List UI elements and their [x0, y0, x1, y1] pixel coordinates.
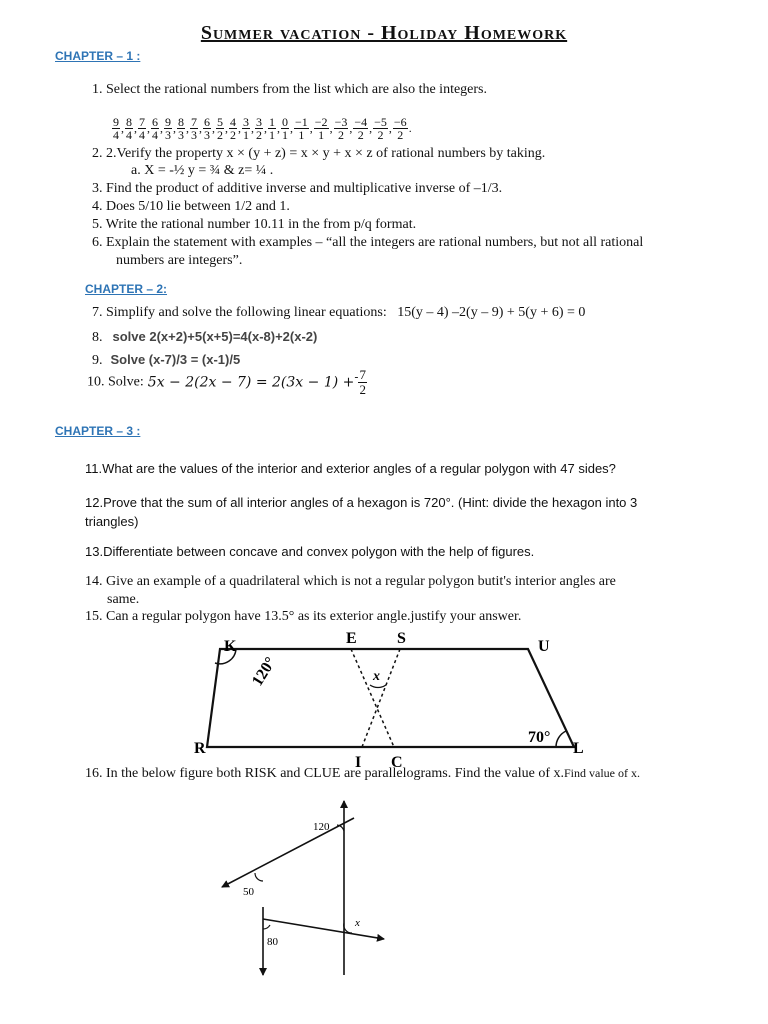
fraction-denominator: 4 — [113, 128, 119, 142]
fraction-denominator: 1 — [298, 128, 305, 142]
fraction-numerator: −4 — [354, 115, 368, 129]
fraction-denominator: 3 — [165, 128, 171, 142]
fraction-numerator: −6 — [393, 115, 407, 129]
question-13: 13.Differentiate between concave and convex polygon with the help of figures. — [85, 544, 535, 559]
label-e: E — [346, 630, 357, 647]
fraction-denominator: 2 — [377, 128, 384, 142]
fraction-separator: , — [212, 121, 215, 135]
fraction-denominator: 4 — [152, 128, 158, 142]
fraction-denominator: 1 — [282, 128, 288, 142]
question-2a: a. X = -½ y = ¾ & z= ¼ . — [131, 163, 274, 178]
fraction — [112, 116, 120, 141]
question-10-fraction — [358, 368, 367, 397]
question-7-equation: 15(y – 4) –2(y – 9) + 5(y + 6) = 0 — [397, 305, 586, 320]
angle-arc-80 — [263, 925, 270, 929]
fraction-numerator: 7 — [139, 115, 145, 129]
fraction — [334, 116, 349, 141]
fraction-denominator: 3 — [204, 128, 210, 142]
fraction-numerator: −3 — [334, 115, 348, 129]
fraction-numerator: −5 — [374, 115, 387, 129]
fraction-separator: . — [408, 121, 412, 135]
question-14-line2: same. — [107, 592, 140, 607]
fraction-separator: , — [349, 121, 353, 135]
fraction — [151, 116, 159, 141]
fraction — [190, 116, 198, 141]
fraction-denominator: 1 — [318, 128, 325, 142]
fraction-separator: , — [238, 121, 241, 135]
label-s: S — [397, 630, 406, 647]
fraction — [255, 116, 263, 141]
fraction-numerator: 0 — [282, 115, 288, 129]
fraction — [373, 116, 388, 141]
question-9-number: 9. — [92, 353, 103, 368]
question-8-number: 8. — [92, 330, 103, 345]
label-i: I — [355, 754, 362, 770]
label-u: U — [538, 638, 550, 655]
question-10 — [87, 368, 367, 397]
fraction-denominator: 3 — [191, 128, 197, 142]
question-12-line2: triangles) — [85, 514, 139, 529]
fraction-separator: , — [329, 121, 333, 135]
label-c: C — [391, 754, 403, 770]
fraction — [242, 116, 250, 141]
fraction-denominator: 1 — [269, 128, 275, 142]
fraction-separator: , — [225, 121, 228, 135]
fraction-numerator: −1 — [295, 115, 308, 129]
fraction-separator: , — [147, 121, 150, 135]
fraction — [294, 116, 309, 141]
question-16-text: 16. In the below figure both RISK and CLUE are parallelograms. Find the value of x. — [85, 766, 564, 781]
angle-arc-x2 — [344, 923, 352, 933]
label-x: x — [373, 669, 380, 684]
dashed-line-si — [362, 649, 400, 747]
question-9 — [92, 351, 240, 369]
question-16 — [85, 766, 640, 782]
question-10-fraction-numerator: 7 — [359, 367, 366, 382]
fraction — [393, 116, 408, 141]
fraction — [229, 116, 237, 141]
fraction-denominator: 3 — [178, 128, 184, 142]
fraction-separator: , — [121, 121, 124, 135]
fraction-separator: , — [160, 121, 163, 135]
question-15: 15. Can a regular polygon have 13.5° as its exterior angle.justify your answer. — [85, 609, 522, 624]
angle-arc-50 — [255, 873, 263, 881]
figure-1-trapezium — [180, 625, 600, 770]
fraction — [268, 116, 276, 141]
fraction-list — [112, 116, 413, 141]
fraction-separator: , — [251, 121, 254, 135]
question-1: 1. Select the rational numbers from the list which are also the integers. — [92, 82, 487, 97]
question-3: 3. Find the product of additive inverse and multiplicative inverse of –1/3. — [92, 181, 503, 196]
fraction-separator: , — [369, 121, 373, 135]
fraction-denominator: 2 — [230, 128, 236, 142]
fraction-separator: , — [388, 121, 392, 135]
fraction-numerator: −2 — [314, 115, 328, 129]
question-8 — [92, 328, 317, 346]
upper-transversal — [222, 818, 354, 887]
question-5: 5. Write the rational number 10.11 in the from p/q format. — [92, 217, 417, 232]
question-12-line1: 12.Prove that the sum of all interior angles of a hexagon is 720°. (Hint: divide the hexagon into 3 — [85, 495, 638, 510]
fraction-denominator: 2 — [397, 128, 404, 142]
dashed-line-ec — [351, 649, 394, 747]
question-10-prefix: 10. Solve: — [87, 374, 144, 390]
fraction-separator: , — [134, 121, 137, 135]
fraction-numerator: 6 — [204, 115, 210, 129]
angle-label-120: 120 — [313, 821, 330, 833]
question-16-tail: Find value of x. — [564, 766, 640, 780]
fraction-numerator: 1 — [269, 115, 275, 129]
fraction-numerator: 6 — [152, 115, 158, 129]
fraction-separator: , — [290, 121, 293, 135]
chapter-3-heading: CHAPTER – 3 : — [55, 424, 141, 438]
fraction-separator: , — [173, 121, 176, 135]
question-10-minus: - — [354, 369, 359, 384]
fraction-numerator: 8 — [126, 115, 132, 129]
fraction-separator: , — [309, 121, 313, 135]
fraction-denominator: 4 — [126, 128, 132, 142]
question-7-prefix: 7. Simplify and solve the following linear equations: — [92, 305, 387, 320]
label-k: K — [224, 638, 237, 655]
angle-label-k: 120° — [248, 654, 280, 690]
fraction — [353, 116, 368, 141]
fraction — [314, 116, 329, 141]
fraction-denominator: 2 — [256, 128, 262, 142]
question-11: 11.What are the values of the interior and exterior angles of a regular polygon with 47 sides? — [85, 461, 616, 476]
angle-label-l: 70° — [528, 729, 551, 746]
fraction-denominator: 2 — [357, 128, 364, 142]
question-10-equation: 5x − 2(2x − 7) = 2(3x − 1) + — [147, 374, 355, 391]
question-6-line2: numbers are integers”. — [116, 253, 243, 268]
page-title: Summer vacation - Holiday Homework — [200, 22, 568, 44]
question-8-text: solve 2(x+2)+5(x+5)=4(x-8)+2(x-2) — [112, 329, 318, 344]
fraction-numerator: 7 — [191, 115, 197, 129]
question-2: 2. 2.Verify the property x × (y + z) = x × y + x × z of rational numbers by taking. — [92, 146, 546, 161]
fraction-denominator: 2 — [217, 128, 223, 142]
question-6-line1: 6. Explain the statement with examples – “all the integers are rational numbers, but not all rational — [92, 235, 644, 250]
fraction-numerator: 5 — [217, 115, 223, 129]
angle-label-x2: x — [355, 917, 360, 929]
fraction-numerator: 3 — [256, 115, 262, 129]
fraction-numerator: 8 — [178, 115, 184, 129]
chapter-1-heading: CHAPTER – 1 : — [55, 49, 141, 63]
angle-arc-x — [370, 685, 386, 688]
fraction-denominator: 4 — [139, 128, 145, 142]
fraction-numerator: 9 — [113, 115, 119, 129]
fraction-numerator: 3 — [243, 115, 249, 129]
fraction — [125, 116, 133, 141]
angle-label-80: 80 — [267, 936, 278, 948]
fraction-separator: , — [199, 121, 202, 135]
question-9-text: Solve (x-7)/3 = (x-1)/5 — [110, 352, 241, 367]
question-10-fraction-denominator: 2 — [359, 382, 366, 397]
angle-arc-l — [556, 731, 566, 747]
angle-label-50: 50 — [243, 886, 254, 898]
fraction-separator: , — [186, 121, 189, 135]
label-l: L — [573, 740, 584, 757]
fraction-separator: , — [277, 121, 280, 135]
fraction — [281, 116, 289, 141]
label-r: R — [194, 740, 206, 757]
fraction — [164, 116, 172, 141]
fraction-separator: , — [264, 121, 267, 135]
fraction-numerator: 9 — [165, 115, 171, 129]
figure-2-lines — [200, 795, 400, 980]
fraction-denominator: 2 — [337, 128, 344, 142]
fraction — [203, 116, 211, 141]
question-4: 4. Does 5/10 lie between 1/2 and 1. — [92, 199, 290, 214]
fraction — [216, 116, 224, 141]
fraction — [138, 116, 146, 141]
fraction-denominator: 1 — [243, 128, 249, 142]
fraction-numerator: 4 — [230, 115, 236, 129]
chapter-2-heading: CHAPTER – 2: — [85, 282, 168, 296]
lower-transversal — [263, 919, 384, 939]
question-7 — [92, 305, 585, 321]
question-14-line1: 14. Give an example of a quadrilateral which is not a regular polygon butit's interior angles are — [85, 574, 616, 589]
fraction — [177, 116, 185, 141]
